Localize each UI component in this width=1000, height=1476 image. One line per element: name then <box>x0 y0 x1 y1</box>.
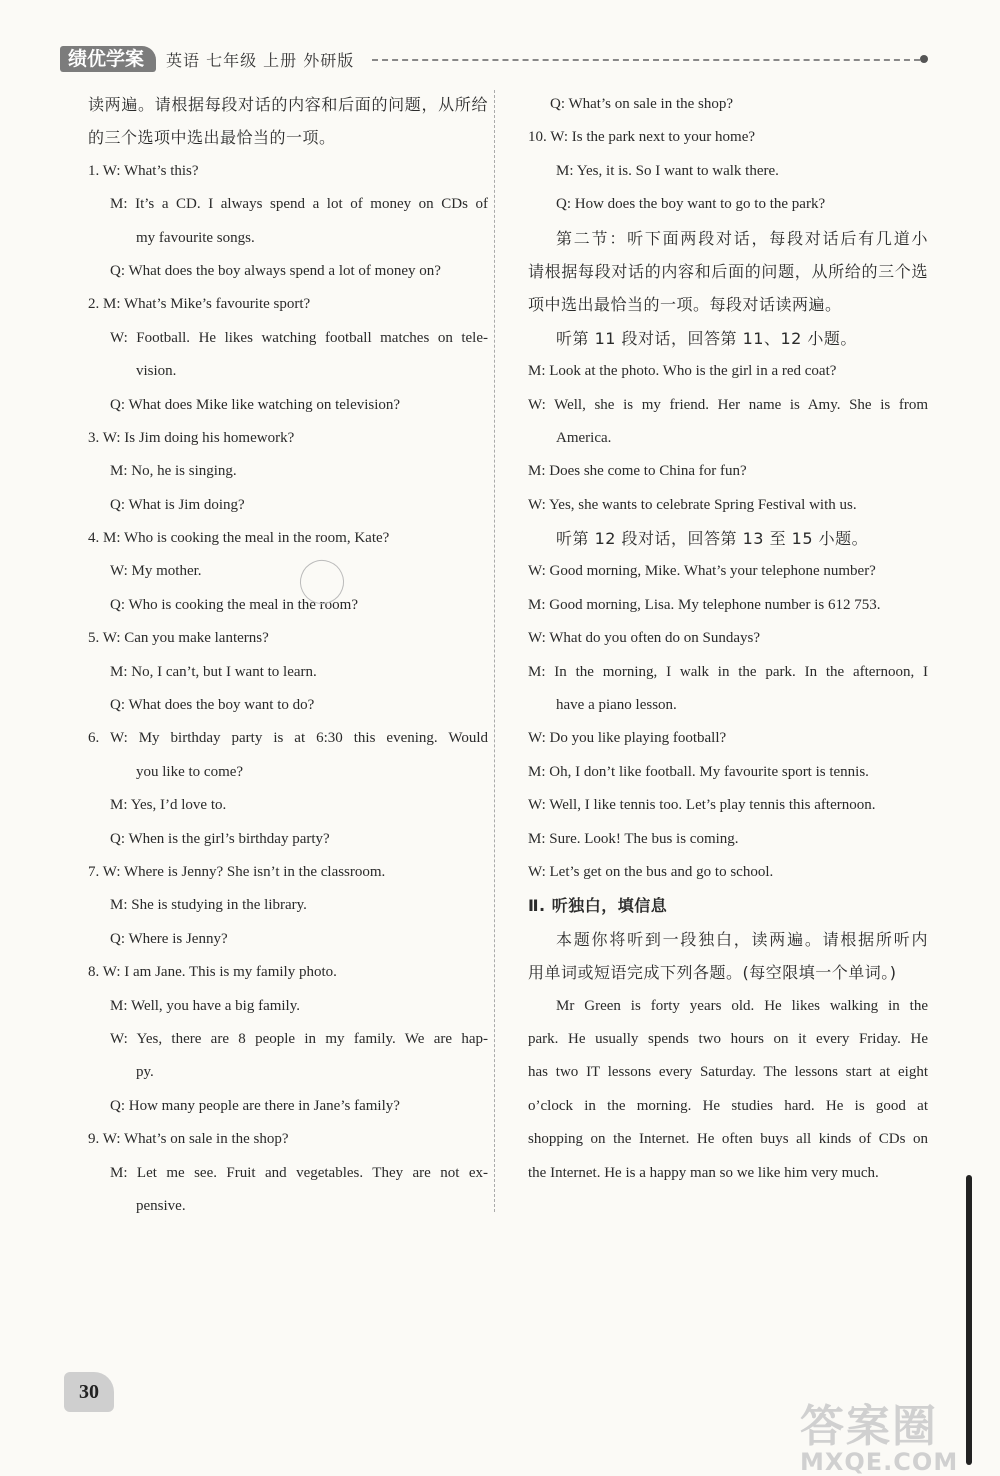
text-line: Mr Green is forty years old. He likes walking in the <box>556 997 928 1014</box>
text-line: Q: What does the boy want to do? <box>110 697 315 714</box>
text-line: W: What do you often do on Sundays? <box>528 630 761 647</box>
text-line: W: Good morning, Mike. What’s your telephone number? <box>528 563 876 580</box>
text-line: 9. W: What’s on sale in the shop? <box>88 1131 289 1148</box>
brand-label: 绩优学案 <box>60 46 156 72</box>
text-line: M: No, he is singing. <box>110 463 237 480</box>
text-line: 项中选出最恰当的一项。每段对话读两遍。 <box>528 295 842 315</box>
text-line: W: Do you like playing football? <box>528 730 727 747</box>
text-line: has two IT lessons every Saturday. The lessons start at eight <box>528 1064 928 1081</box>
text-line: Q: What is Jim doing? <box>110 496 245 513</box>
text-line: 6. W: My birthday party is at 6:30 this evening. Would <box>88 730 488 747</box>
text-line: Q: How does the boy want to go to the park? <box>556 196 826 213</box>
text-line: o’clock in the morning. He studies hard. He is good at <box>528 1097 928 1114</box>
text-line: park. He usually spends two hours on it every Friday. He <box>528 1030 928 1047</box>
page-number: 30 <box>64 1372 114 1412</box>
text-line: M: In the morning, I walk in the park. In the afternoon, I <box>528 663 928 680</box>
column-divider <box>494 90 495 1212</box>
text-line: Ⅱ. 听独白，填信息 <box>528 896 668 916</box>
text-line: Q: What does Mike like watching on television? <box>110 396 401 413</box>
text-line: vision. <box>136 363 177 380</box>
text-line: M: Yes, I’d love to. <box>110 797 227 814</box>
header-dashed-rule <box>372 59 920 61</box>
subject-label: 英语 七年级 上册 外研版 <box>166 51 355 70</box>
text-line: 7. W: Where is Jenny? She isn’t in the classroom. <box>88 863 386 880</box>
text-line: Q: Where is Jenny? <box>110 930 228 947</box>
text-line: Q: What does the boy always spend a lot of money on? <box>110 262 441 279</box>
text-line: 1. W: What’s this? <box>88 162 199 179</box>
text-line: M: No, I can’t, but I want to learn. <box>110 663 317 680</box>
header-rule-dot <box>920 55 928 63</box>
text-line: M: Yes, it is. So I want to walk there. <box>556 162 779 179</box>
site-watermark <box>800 1390 958 1476</box>
text-line: shopping on the Internet. He often buys all kinds of CDs on <box>528 1131 928 1148</box>
text-line: M: Let me see. Fruit and vegetables. They are not ex- <box>110 1164 488 1181</box>
text-line: 2. M: What’s Mike’s favourite sport? <box>88 296 311 313</box>
text-line: M: Look at the photo. Who is the girl in a red coat? <box>528 363 837 380</box>
text-line: M: Does she come to China for fun? <box>528 463 747 480</box>
text-line: W: Well, she is my friend. Her name is Amy. She is from <box>528 396 928 413</box>
text-line: M: Good morning, Lisa. My telephone number is 612 753. <box>528 596 881 613</box>
text-line: 4. M: Who is cooking the meal in the room, Kate? <box>88 530 390 547</box>
text-line: Q: How many people are there in Jane’s family? <box>110 1097 400 1114</box>
text-line: W: Yes, there are 8 people in my family. We are hap- <box>110 1030 488 1047</box>
text-line: M: Oh, I don’t like football. My favourite sport is tennis. <box>528 763 869 780</box>
text-line: the Internet. He is a happy man so we like him very much. <box>528 1164 879 1181</box>
text-line: 本题你将听到一段独白，读两遍。请根据所听内 <box>556 929 928 949</box>
text-line: 听第 11 段对话，回答第 11、12 小题。 <box>556 328 857 348</box>
text-line: 的三个选项中选出最恰当的一项。 <box>88 128 336 148</box>
text-line: 3. W: Is Jim doing his homework? <box>88 429 295 446</box>
text-line: my favourite songs. <box>136 229 255 246</box>
page-header <box>60 44 930 74</box>
left-column <box>88 88 488 1223</box>
site-watermark-url: MXQE.COM <box>800 1448 959 1476</box>
text-line: W: Yes, she wants to celebrate Spring Festival with us. <box>528 496 857 513</box>
text-line: W: Well, I like tennis too. Let’s play tennis this afternoon. <box>528 797 876 814</box>
text-line: 读两遍。请根据每段对话的内容和后面的问题，从所给 <box>88 95 488 114</box>
text-line: py. <box>136 1064 154 1081</box>
text-line: M: Well, you have a big family. <box>110 997 301 1014</box>
text-line: America. <box>556 429 612 446</box>
text-line: 10. W: Is the park next to your home? <box>528 129 756 146</box>
text-line: M: It’s a CD. I always spend a lot of money on CDs of <box>110 196 488 213</box>
binding-edge <box>966 1175 972 1465</box>
text-line: Q: When is the girl’s birthday party? <box>110 830 330 847</box>
text-line: 请根据每段对话的内容和后面的问题，从所给的三个选 <box>528 261 928 281</box>
text-line: 5. W: Can you make lanterns? <box>88 630 269 647</box>
text-line: pensive. <box>136 1197 186 1214</box>
text-line: 8. W: I am Jane. This is my family photo. <box>88 964 337 981</box>
text-line: W: Football. He likes watching football matches on tele- <box>110 329 488 346</box>
text-line: have a piano lesson. <box>556 697 677 714</box>
text-line: Q: What’s on sale in the shop? <box>550 96 734 112</box>
text-line: Q: Who is cooking the meal in the room? <box>110 596 359 613</box>
text-line: 用单词或短语完成下列各题。(每空限填一个单词。) <box>528 963 897 983</box>
right-column <box>528 88 928 1190</box>
text-line: 听第 12 段对话，回答第 13 至 15 小题。 <box>556 529 869 549</box>
text-line: M: Sure. Look! The bus is coming. <box>528 830 739 847</box>
text-line: 第二节：听下面两段对话，每段对话后有几道小 <box>556 228 928 248</box>
text-line: W: Let’s get on the bus and go to school. <box>528 863 774 880</box>
text-line: you like to come? <box>136 763 244 780</box>
site-watermark-title: 答案圈 <box>800 1401 938 1452</box>
text-line: M: She is studying in the library. <box>110 897 307 914</box>
text-line: W: My mother. <box>110 563 202 580</box>
